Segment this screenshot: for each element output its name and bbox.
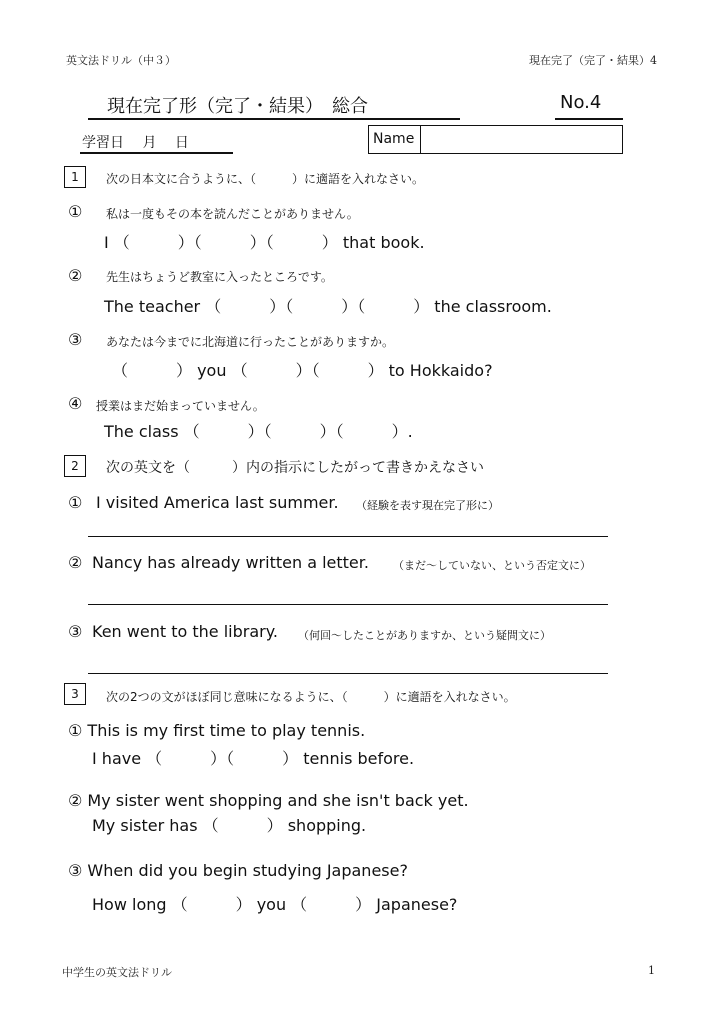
s2-q2-note: （まだ～していない、という否定文に） — [393, 559, 591, 572]
s2-q1-answer-line[interactable] — [88, 536, 608, 537]
section-3-instruction: 次の2つの文がほぼ同じ意味になるように、（ ）に適語を入れなさい。 — [106, 690, 516, 704]
s2-q3-note: （何回～したことがありますか、という疑問文に） — [298, 629, 551, 642]
page-title: 現在完了形（完了・結果） 総合 — [107, 96, 368, 117]
s1-q4-marker: ④ — [68, 394, 83, 413]
s1-q1-marker: ① — [68, 202, 83, 221]
section-3-number: 3 — [64, 683, 86, 705]
section-1-instruction: 次の日本文に合うように、（ ）に適語を入れなさい。 — [106, 172, 425, 186]
s1-q2-japanese: 先生はちょうど教室に入ったところです。 — [106, 270, 333, 284]
page-number: 1 — [648, 964, 655, 977]
s1-q2-english: The teacher （ ）（ ）（ ） the classroom. — [104, 297, 552, 316]
s3-q2-original: ② My sister went shopping and she isn't back yet. — [68, 791, 469, 810]
s3-q2-rewrite: My sister has （ ） shopping. — [92, 816, 367, 835]
s2-q1-note: （経験を表す現在完了形に） — [356, 499, 499, 512]
section-1-number: 1 — [64, 166, 86, 188]
s3-q3-original: ③ When did you begin studying Japanese? — [68, 861, 408, 880]
s1-q4-english: The class （ ）（ ）（ ）. — [104, 422, 413, 441]
study-date: 学習日 月 日 — [82, 135, 189, 151]
name-label: Name — [373, 131, 415, 147]
section-2-number: 2 — [64, 455, 86, 477]
s1-q4-japanese: 授業はまだ始まっていません。 — [96, 399, 265, 413]
s2-q1-marker: ① — [68, 493, 83, 512]
s1-q3-marker: ③ — [68, 330, 83, 349]
name-box[interactable] — [368, 125, 623, 154]
s3-q3-rewrite: How long （ ） you （ ） Japanese? — [92, 895, 458, 914]
s2-q1-english: I visited America last summer. — [96, 493, 339, 512]
s1-q3-japanese: あなたは今までに北海道に行ったことがありますか。 — [106, 335, 395, 349]
s2-q3-marker: ③ — [68, 622, 83, 641]
footer-left: 中学生の英文法ドリル — [62, 966, 172, 979]
s2-q3-answer-line[interactable] — [88, 673, 608, 674]
s1-q1-japanese: 私は一度もその本を読んだことがありません。 — [106, 207, 359, 221]
number-underline — [555, 118, 623, 120]
s3-q1-original: ① This is my first time to play tennis. — [68, 721, 366, 740]
s2-q2-answer-line[interactable] — [88, 604, 608, 605]
s2-q2-english: Nancy has already written a letter. — [92, 553, 369, 572]
header-right: 現在完了（完了・結果）4 — [529, 54, 657, 67]
s1-q3-english: （ ） you （ ）（ ） to Hokkaido? — [112, 361, 493, 380]
name-divider — [420, 126, 421, 153]
s2-q2-marker: ② — [68, 553, 83, 572]
s1-q1-english: I （ ）（ ）（ ） that book. — [104, 233, 425, 252]
date-underline — [80, 152, 233, 154]
worksheet-number: No.4 — [560, 92, 602, 113]
s3-q1-rewrite: I have （ ）（ ） tennis before. — [92, 749, 415, 768]
section-2-instruction: 次の英文を（ ）内の指示にしたがって書きかえなさい — [106, 460, 484, 476]
s1-q2-marker: ② — [68, 266, 83, 285]
s2-q3-english: Ken went to the library. — [92, 622, 278, 641]
title-underline — [88, 118, 460, 120]
header-left: 英文法ドリル（中３） — [66, 54, 176, 67]
